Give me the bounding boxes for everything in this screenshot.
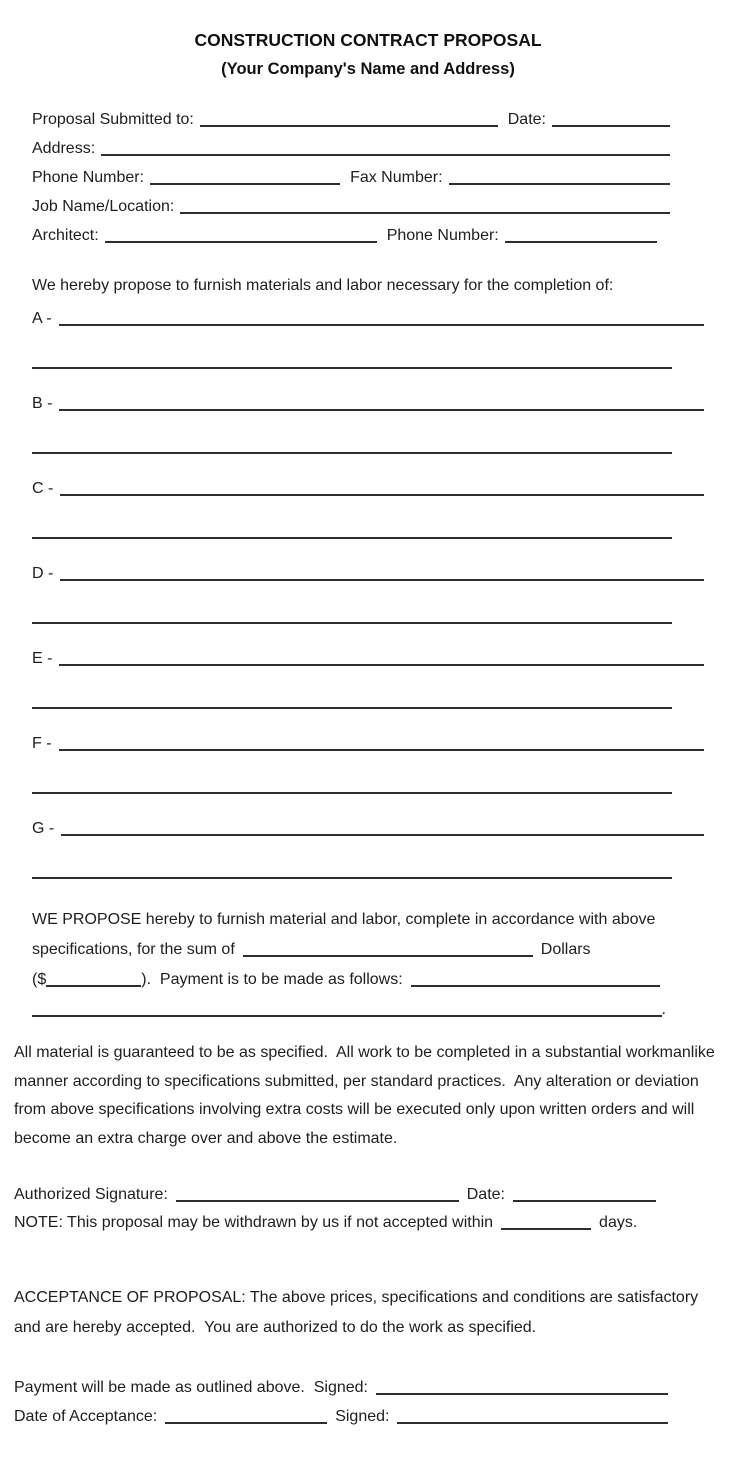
date-blank[interactable] — [552, 125, 670, 127]
payment-signed-label: Payment will be made as outlined above. Signed: — [14, 1379, 368, 1396]
date-label: Date: — [507, 111, 546, 128]
fax-label: Fax Number: — [350, 169, 443, 186]
payment-terms-row — [32, 965, 704, 995]
item-continuation-blank[interactable] — [32, 792, 672, 794]
item-letter: C - — [32, 480, 54, 497]
we-propose-line1: WE PROPOSE hereby to furnish material and labor, complete in accordance with above — [32, 911, 656, 928]
withdraw-days-blank[interactable] — [501, 1228, 591, 1230]
document-subtitle: (Your Company's Name and Address) — [221, 60, 515, 78]
scope-item-c — [32, 477, 704, 539]
item-letter: A - — [32, 310, 52, 327]
sum-blank[interactable] — [243, 955, 533, 957]
architect-label: Architect: — [32, 227, 99, 244]
note-suffix-label: days. — [599, 1214, 638, 1231]
authorized-signature-label: Authorized Signature: — [14, 1186, 168, 1203]
scope-item-a — [32, 307, 704, 369]
amount-blank[interactable] — [46, 985, 141, 987]
payment-signed-blank[interactable] — [376, 1393, 668, 1395]
payment-signed-row — [14, 1373, 704, 1402]
note-row — [14, 1209, 704, 1237]
item-continuation-blank[interactable] — [32, 707, 672, 709]
architect-phone-label: Phone Number: — [386, 227, 499, 244]
item-continuation-blank[interactable] — [32, 622, 672, 624]
scope-item-b — [32, 392, 704, 454]
date-of-acceptance-label: Date of Acceptance: — [14, 1408, 158, 1425]
architect-row — [32, 221, 670, 250]
job-blank[interactable] — [180, 212, 670, 214]
job-row — [32, 192, 670, 221]
authorized-signature-row — [14, 1181, 704, 1209]
acceptance-signed-blank[interactable] — [397, 1422, 668, 1424]
guarantee-paragraph: All material is guaranteed to be as specified. All work to be completed in a substantial workmanlike manner according to specifications submitted, per standard practices. Any alteration or deviation from above specifications involving extra costs will be executed only upon written orders and will become an extra charge over and above the estimate. — [14, 1044, 720, 1147]
item-blank[interactable] — [59, 749, 704, 751]
dollars-label: Dollars — [540, 941, 591, 958]
fax-blank[interactable] — [449, 183, 670, 185]
we-propose-section — [32, 905, 704, 1025]
item-letter: D - — [32, 565, 54, 582]
paren-open-label: ($ — [32, 971, 47, 988]
date-of-acceptance-blank[interactable] — [165, 1422, 327, 1424]
item-blank[interactable] — [61, 834, 704, 836]
item-blank[interactable] — [60, 579, 704, 581]
phone-blank[interactable] — [150, 183, 340, 185]
item-letter: F - — [32, 735, 52, 752]
acceptance-signed-label: Signed: — [335, 1408, 390, 1425]
scope-intro: We hereby propose to furnish materials and labor necessary for the completion of: — [32, 277, 614, 294]
item-blank[interactable] — [59, 664, 704, 666]
document-title: CONSTRUCTION CONTRACT PROPOSAL — [194, 30, 542, 50]
payment-terms-continuation — [32, 995, 666, 1025]
payment-terms-blank[interactable] — [411, 985, 660, 987]
period-label: . — [661, 1001, 666, 1018]
scope-item-e — [32, 647, 704, 709]
payment-terms-continuation-blank[interactable] — [32, 1015, 662, 1017]
architect-blank[interactable] — [105, 241, 377, 243]
item-blank[interactable] — [59, 409, 704, 411]
sum-row — [32, 935, 704, 965]
phone-label: Phone Number: — [32, 169, 145, 186]
date-of-acceptance-row — [14, 1402, 704, 1431]
submitted-to-row — [32, 105, 670, 134]
acceptance-paragraph: ACCEPTANCE OF PROPOSAL: The above prices, specifications and conditions are satisfactory and are hereby accepted. You are authorized to do the work as specified. — [14, 1289, 703, 1336]
item-continuation-blank[interactable] — [32, 877, 672, 879]
job-label: Job Name/Location: — [32, 198, 175, 215]
submitted-to-blank[interactable] — [200, 125, 498, 127]
note-prefix-label: NOTE: This proposal may be withdrawn by us if not accepted within — [14, 1214, 494, 1231]
scope-item-g — [32, 817, 704, 879]
item-continuation-blank[interactable] — [32, 452, 672, 454]
scope-items — [32, 307, 704, 879]
item-blank[interactable] — [59, 324, 704, 326]
header-fields — [32, 105, 670, 250]
payment-follows-label: ). Payment is to be made as follows: — [141, 971, 403, 988]
item-letter: B - — [32, 395, 53, 412]
address-row — [32, 134, 670, 163]
address-blank[interactable] — [101, 154, 670, 156]
scope-item-f — [32, 732, 704, 794]
authorized-signature-blank[interactable] — [176, 1200, 459, 1202]
signature-date-blank[interactable] — [513, 1200, 656, 1202]
sum-prefix-label: specifications, for the sum of — [32, 941, 235, 958]
phone-fax-row — [32, 163, 670, 192]
item-letter: G - — [32, 820, 55, 837]
item-letter: E - — [32, 650, 53, 667]
item-continuation-blank[interactable] — [32, 367, 672, 369]
item-continuation-blank[interactable] — [32, 537, 672, 539]
signature-date-label: Date: — [466, 1186, 505, 1203]
item-blank[interactable] — [60, 494, 704, 496]
scope-item-d — [32, 562, 704, 624]
address-label: Address: — [32, 140, 96, 157]
submitted-to-label: Proposal Submitted to: — [32, 111, 194, 128]
architect-phone-blank[interactable] — [505, 241, 657, 243]
